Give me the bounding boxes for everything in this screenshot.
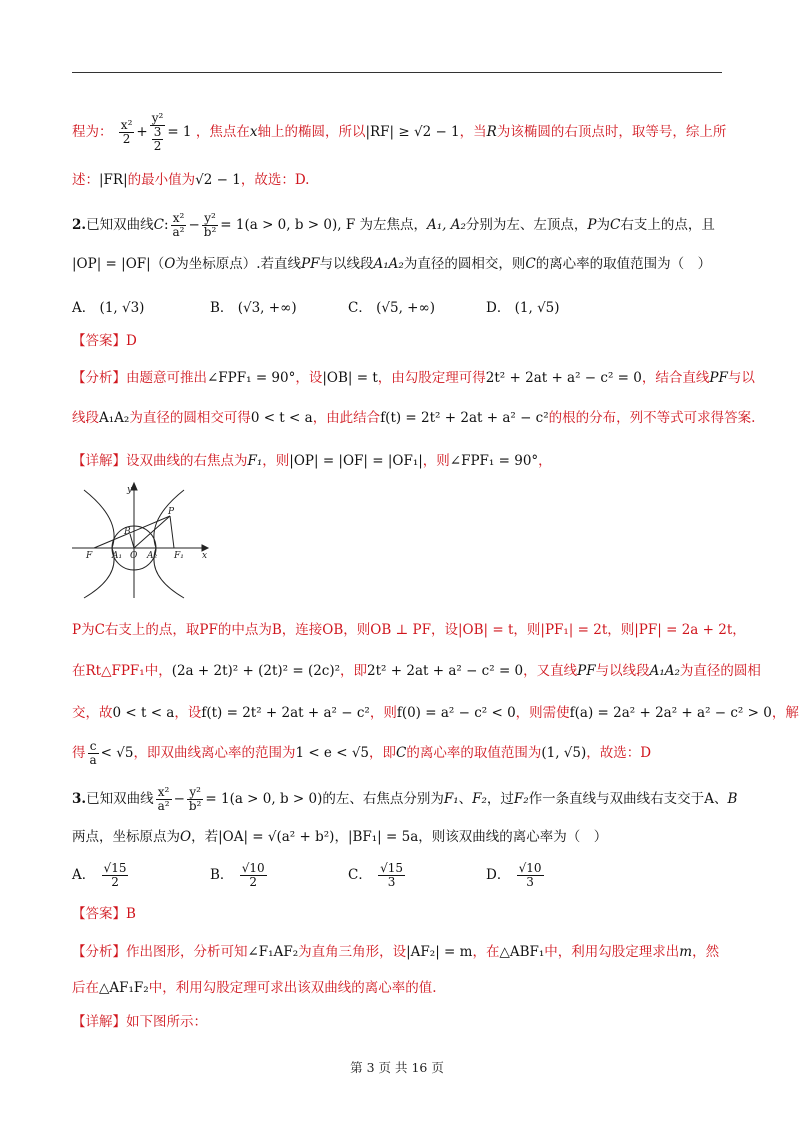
q2-option-c[interactable]: C． (√5, +∞) (348, 300, 436, 316)
q3-answer: 【答案】B (72, 906, 136, 922)
q2-line2: |OP| = |OF|（O为坐标原点）.若直线PF与以线段A₁A₂为直径的圆相交，则C的离心率的取值范围为（ ） (72, 256, 712, 272)
segment-pf1 (170, 516, 174, 548)
q3-option-a[interactable]: A． $\frac{√15}{2}$ (72, 861, 127, 889)
label-p: P (168, 507, 175, 517)
q2-analysis-line2: 线段A₁A₂为直径的圆相交可得0 < t < a，由此结合f(t) = 2t² + 2at + a² − c²的根的分布，列不等式可求得答案. (72, 410, 756, 426)
q2-solution-line4: 得 $\frac{c}{a}$ < √5，即双曲线离心率的范围为1 < e < √5，即C的离心率的取值范围为(1, √5)，故选：D (72, 739, 652, 767)
p1-line2: 述：|FR|的最小值为√2 − 1，故选：D. (72, 172, 310, 188)
q3-analysis-line2: 后在△AF₁F₂中，利用勾股定理可求出该双曲线的离心率的值. (72, 980, 437, 996)
segment-op (134, 516, 170, 548)
q2-solution-line3: 交，故0 < t < a，设f(t) = 2t² + 2at + a² − c²，则f(0) = a² − c² < 0，则需使f(a) = 2a² + 2a² + a² − c² > 0，解 (72, 705, 799, 721)
q2-analysis-line1: 【分析】由题意可推出∠FPF₁ = 90°，设|OB| = t，由勾股定理可得2t² + 2at + a² − c² = 0，结合直线PF与以 (72, 370, 755, 386)
q2-option-d[interactable]: D． (1, √5) (486, 300, 560, 316)
label-x: x (202, 551, 208, 561)
label-f1: F₁ (174, 551, 184, 561)
p1-line1: 程为： $\frac{\text{x²}}{2}$ + $\frac{\text{y²}}{\frac{3}{2}}$ = 1 ，焦点在x轴上的椭圆，所以|RF| ≥ √2 − 1，当R为该椭圆的右顶点时，取等号，综上所 (72, 111, 727, 153)
hyperbola-left-branch (84, 490, 114, 598)
label-y: y (127, 485, 133, 495)
label-a2: A₂ (147, 551, 158, 561)
q2-option-b[interactable]: B． (√3, +∞) (210, 300, 297, 316)
page-footer: 第 3 页 共 16 页 (350, 1060, 444, 1075)
q2-solution-line1: P为C右支上的点，取PF的中点为B，连接OB，则OB ⊥ PF，设|OB| = t，则|PF₁| = 2t，则|PF| = 2a + 2t， (72, 622, 746, 638)
q3-option-c[interactable]: C． $\frac{√15}{3}$ (348, 861, 404, 889)
q2-option-a[interactable]: A． (1, √3) (72, 300, 145, 316)
label-a1: A₁ (112, 551, 123, 561)
q3-line1: 3.已知双曲线 $\frac{\text{x²}}{\text{a²}}$ − $\frac{\text{y²}}{\text{b²}}$ = 1(a > 0, b > 0)的左、右焦点分别为F₁、F₂，过F₂作一条直线与双曲线右支交于A、B (72, 785, 738, 813)
q2-answer: 【答案】D (72, 333, 137, 349)
header-rule (72, 72, 722, 73)
hyperbola-figure (72, 480, 212, 600)
label-f: F (86, 551, 93, 561)
q3-option-d[interactable]: D． $\frac{√10}{3}$ (486, 861, 542, 889)
q3-detail: 【详解】如下图所示： (72, 1014, 207, 1030)
q2-detail-line1: 【详解】设双曲线的右焦点为F₁，则|OP| = |OF| = |OF₁|，则∠FPF₁ = 90°， (72, 453, 552, 469)
q2-solution-line2: 在Rt△FPF₁中，(2a + 2t)² + (2t)² = (2c)²，即2t² + 2at + a² − c² = 0，又直线PF与以线段A₁A₂为直径的圆相 (72, 663, 761, 679)
label-o: O (130, 551, 138, 561)
q2-line1: 2.已知双曲线C: $\frac{\text{x²}}{\text{a²}}$ − $\frac{\text{y²}}{\text{b²}}$ = 1(a > 0, b > 0), F 为左焦点，A₁, A₂分别为左、左顶点，P为C右支上的点，且 (72, 211, 715, 239)
q3-analysis-line1: 【分析】作出图形，分析可知∠F₁AF₂为直角三角形，设|AF₂| = m，在△ABF₁中，利用勾股定理求出m，然 (72, 944, 720, 960)
segment-pf (94, 516, 170, 548)
q3-option-b[interactable]: B． $\frac{√10}{2}$ (210, 861, 265, 889)
q3-line2: 两点，坐标原点为O，若|OA| = √(a² + b²)，|BF₁| = 5a，则该双曲线的离心率为（ ） (72, 829, 608, 845)
label-b: B (124, 527, 131, 537)
